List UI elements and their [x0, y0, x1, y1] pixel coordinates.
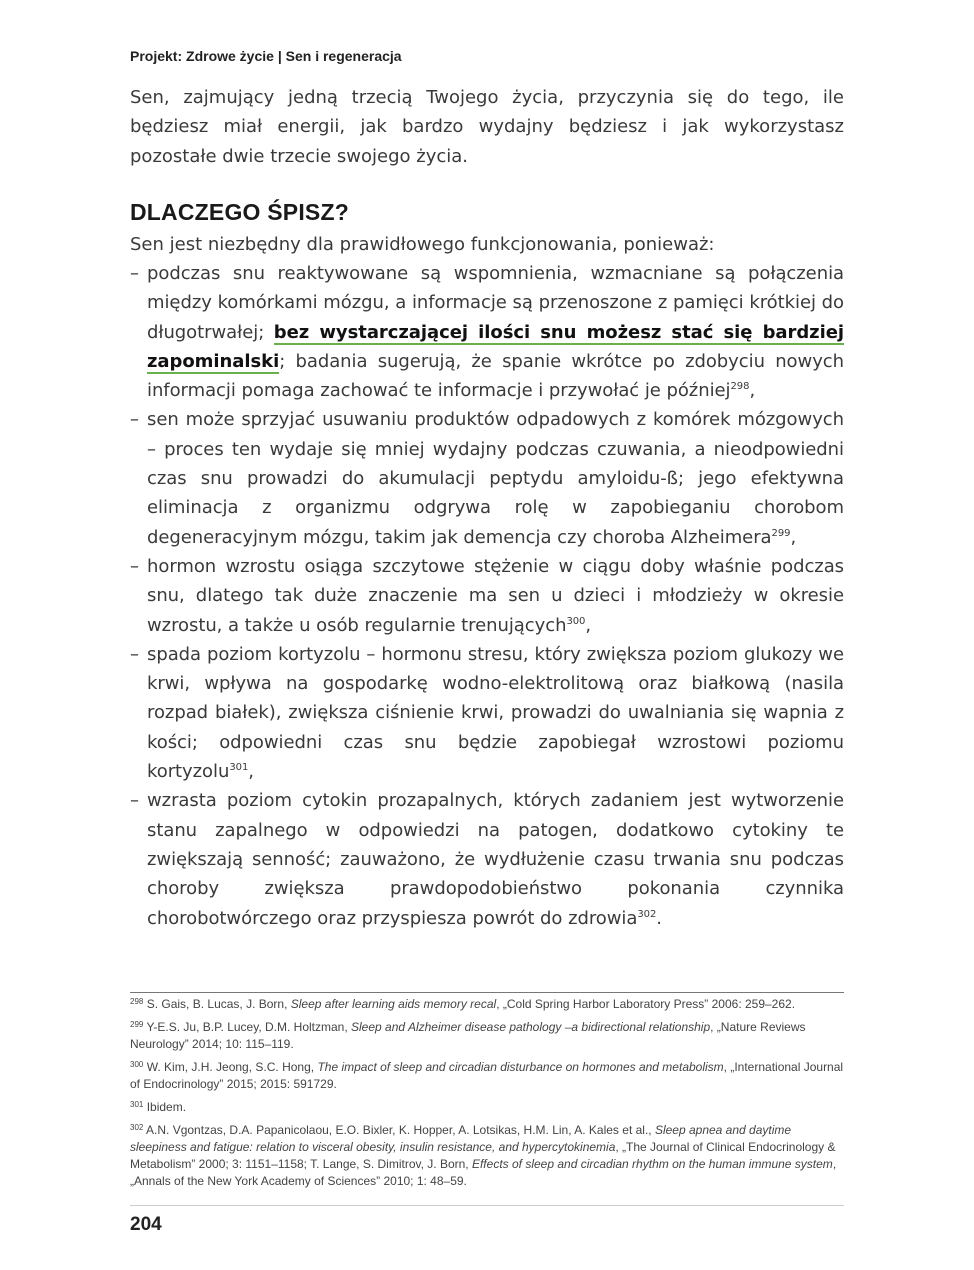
- item-text: sen może sprzyjać usuwaniu produktów odpadowych z komórek mózgowych – proces ten wydaje się mniej wydajny podczas czuwania, a nieodpowiedni czas snu prowadzi do akumulacji peptydu amyloidu-ß; jego efektywna eliminacja z organizmu odgrywa rolę w zapobieganiu chorobom degeneracyjnym mózgu, takim jak demencja czy choroba Alzheimera: [147, 409, 844, 548]
- dash-marker: –: [130, 790, 139, 812]
- footnote-source: , „The Journal of Clinical Endocrinology & Metabolism” 2000; 3: 1151–1158; T. Lange, S. Dimitrov, J. Born,: [130, 1140, 836, 1171]
- page-footer-rule: [130, 1205, 844, 1206]
- footnote: [130, 996, 844, 1013]
- footnote-authors: A.N. Vgontzas, D.A. Papanicolaou, E.O. Bixler, K. Hopper, A. Lotsikas, H.M. Lin, A. Kales et al.,: [146, 1123, 655, 1137]
- list-item: [130, 640, 844, 786]
- footnote-ref: 302: [637, 908, 657, 920]
- footnotes: [130, 996, 844, 1196]
- footnote-title: Sleep after learning aids memory recal: [290, 997, 497, 1011]
- footnote-source: , „Cold Spring Harbor Laboratory Press” 2006: 259–262.: [496, 997, 796, 1011]
- running-header: Projekt: Zdrowe życie | Sen i regeneracja: [130, 48, 402, 64]
- footnote-ref: 301: [229, 762, 249, 774]
- item-end: ,: [248, 761, 254, 783]
- dash-marker: –: [130, 555, 139, 577]
- footnote-authors: Ibidem.: [146, 1100, 187, 1114]
- footnote-title: Effects of sleep and circadian rhythm on the human immune system: [471, 1157, 833, 1171]
- footnote-source: , „International Journal of Endocrinology” 2015; 2015: 591729.: [130, 1060, 844, 1091]
- footnote-title: The impact of sleep and circadian disturbance on hormones and metabolism: [317, 1060, 724, 1074]
- footnote-number: 300: [130, 1060, 144, 1069]
- dash-marker: –: [130, 409, 139, 431]
- footnote-source: , „Annals of the New York Academy of Sciences” 2010; 1: 48–59.: [130, 1157, 837, 1188]
- footnote-authors: W. Kim, J.H. Jeong, S.C. Hong,: [146, 1060, 318, 1074]
- item-end: ,: [749, 380, 756, 402]
- footnote: [130, 1059, 844, 1093]
- footnote-authors: Y-E.S. Ju, B.P. Lucey, D.M. Holtzman,: [146, 1020, 352, 1034]
- dash-marker: –: [130, 643, 139, 665]
- footnote: [130, 1099, 844, 1116]
- footnote-ref: 299: [771, 527, 791, 539]
- item-end: ,: [790, 526, 797, 548]
- footnote: [130, 1122, 844, 1190]
- footnote-number: 298: [130, 997, 144, 1006]
- item-text: podczas snu reaktywowane są wspomnienia, wzmacniane są połączenia między komórkami mózgu, a informacje są przenoszone z pamięci krótkiej do długotrwałej;: [147, 263, 844, 343]
- item-text: hormon wzrostu osiąga szczytowe stężenie w ciągu doby właśnie podczas snu, dlatego tak duże znaczenie ma sen u dzieci i młodzieży w okresie wzrostu, a także u osób regularnie trenujących: [147, 555, 844, 636]
- list-item: [130, 552, 844, 640]
- section-heading: DLACZEGO ŚPISZ?: [130, 199, 349, 225]
- footnote-ref: 298: [730, 381, 750, 393]
- bullet-list: [130, 259, 844, 933]
- item-text: ; badania sugerują, że spanie wkrótce po zdobyciu nowych informacji pomaga zachować te informacje i przywołać je później: [147, 350, 844, 402]
- dash-marker: –: [130, 263, 139, 284]
- footnote-number: 299: [130, 1020, 144, 1029]
- item-text: wzrasta poziom cytokin prozapalnych, których zadaniem jest wytworzenie stanu zapalnego w odpowiedzi na patogen, dodatkowo cytokiny te zwiększają senność; zauważono, że wydłużenie czasu trwania snu podczas choroby zwiększa prawdopodobieństwo pokonania czynnika chorobotwórczego oraz przyspiesza powrót do zdrowia: [147, 790, 844, 929]
- footnote-title: Sleep apnea and daytime sleepiness and fatigue: relation to visceral obesity, insulin resistance, and hypercytokinemia: [130, 1123, 792, 1154]
- highlighted-phrase: bez wystarczającej ilości snu możesz stać się bardziej zapominalski: [147, 321, 844, 372]
- item-end: ,: [585, 614, 592, 636]
- footnote-ref: 300: [566, 615, 586, 627]
- footnote-title: Sleep and Alzheimer disease pathology –a bidirectional relationship: [351, 1020, 711, 1034]
- footnote-source: , „Nature Reviews Neurology” 2014; 10: 115–119.: [130, 1020, 806, 1051]
- list-item: [130, 259, 844, 405]
- list-item: [130, 786, 844, 932]
- intro-paragraph: Sen, zajmujący jedną trzecią Twojego życia, przyczynia się do tego, ile będziesz miał energii, jak bardzo wydajny będziesz i jak wykorzystasz pozostałe dwie trzecie swojego życia.: [130, 87, 844, 167]
- footnote-number: 302: [130, 1123, 144, 1132]
- section-lead: Sen jest niezbędny dla prawidłowego funkcjonowania, ponieważ:: [130, 234, 715, 255]
- footnote: [130, 1019, 844, 1053]
- footnote-authors: S. Gais, B. Lucas, J. Born,: [146, 997, 291, 1011]
- item-text: spada poziom kortyzolu – hormonu stresu, który zwiększa poziom glukozy we krwi, wpływa na gospodarkę wodno-elektrolitową oraz białkową (nasila rozpad białek), zwiększa ciśnienie krwi, prowadzi do uwalniania się wapnia z kości; odpowiedni czas snu będzie zapobiegał wzrostowi poziomu kortyzolu: [147, 643, 844, 783]
- item-end: .: [656, 907, 662, 929]
- page-number: 204: [130, 1214, 162, 1235]
- footnote-separator: [130, 992, 844, 993]
- footnote-number: 301: [130, 1100, 144, 1109]
- list-item: [130, 405, 844, 551]
